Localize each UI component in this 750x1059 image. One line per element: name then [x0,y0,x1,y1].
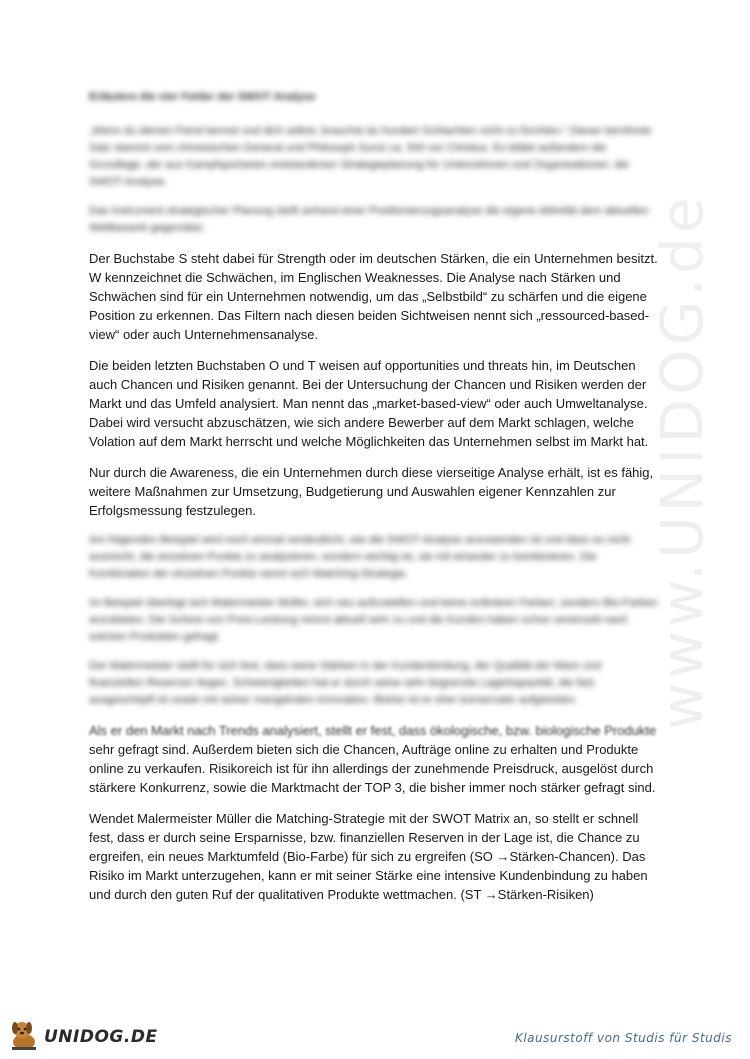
document-page [89,89,659,916]
blurred-example-paragraph-1: Am folgenden Beispiel wird noch einmal verdeutlicht, wie die SWOT-Analyse anzuwenden ist und dass es nicht ausreicht, die einzelnen Punkte zu analysieren, sondern wichtig ist, sie mit einander zu kombinieren. Die Kombination der einzelnen Punkte nennt sich Matching-Strategie. [89,534,631,580]
document-heading: Erläutere die vier Felder der SWOT Analyse [89,91,316,103]
market-analysis-body: sehr gefragt sind. Außerdem bieten sich die Chancen, Aufträge online zu erhalten und Produkte online zu verkaufen. Risikoreich ist für ihn allerdings der zunehmende Preisdruck, ausgelöst durch stärkere Konkurrenz, sowie die Marktmacht der TOP 3, die bisher immer noch stärker gefragt sind. [89,742,656,795]
logo-text: UNIDOG.DE [44,1027,158,1047]
blurred-intro-paragraph-2: Das Instrument strategischer Planung stellt anhand einer Positionierungsanalyse die eigene Aktivität dem aktuellen Wettbewerb gegenüber. [89,205,649,234]
blurred-example-paragraph-3: Der Malermeister stellt für sich fest, dass seine Stärken in der Kundenbindung, der Qualität der Ware und finanziellen Reserven liegen. Schwierigkeiten hat er durch seine sehr begrenzte Lagerkapazität, die fast ausgeschöpft ist sowie mit seiner mangelnden Innovation. Bisher ist er eher konservativ aufgetreten. [89,660,601,706]
market-analysis-first-line: Als er den Markt nach Trends analysiert, stellt er fest, dass ökologische, bzw. biologische Produkte [89,723,657,738]
paragraph-market-analysis [89,721,659,797]
footer-tagline: Klausurstoff von Studis für Studis [514,1031,732,1045]
unidog-logo [4,1018,158,1052]
paragraph-awareness: Nur durch die Awareness, die ein Unternehmen durch diese vierseitige Analyse erhält, ist es fähig, weitere Maßnahmen zur Umsetzung, Budgetierung und Auswahlen eigener Kennzahlen zur Erfolgsmessung festzulegen. [89,465,654,518]
blurred-example-paragraph-2: Im Beispiel überlegt sich Malermeister Müller, sich neu aufzustellen und keine ordinären Farben, sondern Bio-Farben anzubieten. Die Schere von Preis-Leistung nimmt aktuell sehr zu und die Kunden haben schon vereinzelt nach solchen Produkten gefragt. [89,597,658,643]
paragraph-strengths-weaknesses: Der Buchstabe S steht dabei für Strength oder im deutschen Stärken, die ein Unternehmen besitzt. W kennzeichnet die Schwächen, im Englischen Weaknesses. Die Analyse nach Stärken und Schwächen sind für ein Unternehmen notwendig, um das „Selbstbild“ zu schärfen und die eigene Position zu erkennen. Das Filtern nach diesen beiden Sichtweisen nennt sich „ressourced-based-view“ oder auch Unternehmensanalyse. [89,251,658,342]
dog-mascot-icon [4,1018,44,1052]
watermark: www.UNIDOG.de [648,193,716,730]
paragraph-matching-strategy: Wendet Malermeister Müller die Matching-Strategie mit der SWOT Matrix an, so stellt er schnell fest, dass er durch seine Ersparnisse, bzw. finanziellen Reserven in der Lage ist, die Chance zu ergreifen, ein neues Marktumfeld (Bio-Farbe) für sich zu ergreifen (SO →Stärken-Chancen). Das Risiko im Markt unterzugehen, kann er mit seiner Stärke eine intensive Kundenbindung zu haben und durch den guten Ruf der qualitativen Produkte wettmachen. (ST →Stärken-Risiken) [89,811,648,902]
blurred-intro-paragraph-1: „Wenn du deinen Feind kennst und dich selbst, brauchst du hundert Schlachten nicht zu fürchten.“ Dieser berühmte Satz stammt vom chinesischen General und Philosoph Sunzi ca. 500 vor Christus. Es bildet außerdem die Grundlage, der aus Kampfsportarten entstandenen Strategieplanung für Unternehmen und Organisationen: die SWOT-Analyse. [89,125,652,188]
paragraph-opportunities-threats: Die beiden letzten Buchstaben O und T weisen auf opportunities und threats hin, im Deutschen auch Chancen und Risiken genannt. Bei der Untersuchung der Chancen und Risiken werden der Markt und das Umfeld analysiert. Man nennt das „market-based-view“ oder auch Umweltanalyse. Dabei wird versucht abzuschätzen, wie sich andere Bewerber auf dem Markt schlagen, welche Volation auf dem Markt herrscht und welche Möglichkeiten das Unternehmen selbst im Markt hat. [89,358,649,449]
